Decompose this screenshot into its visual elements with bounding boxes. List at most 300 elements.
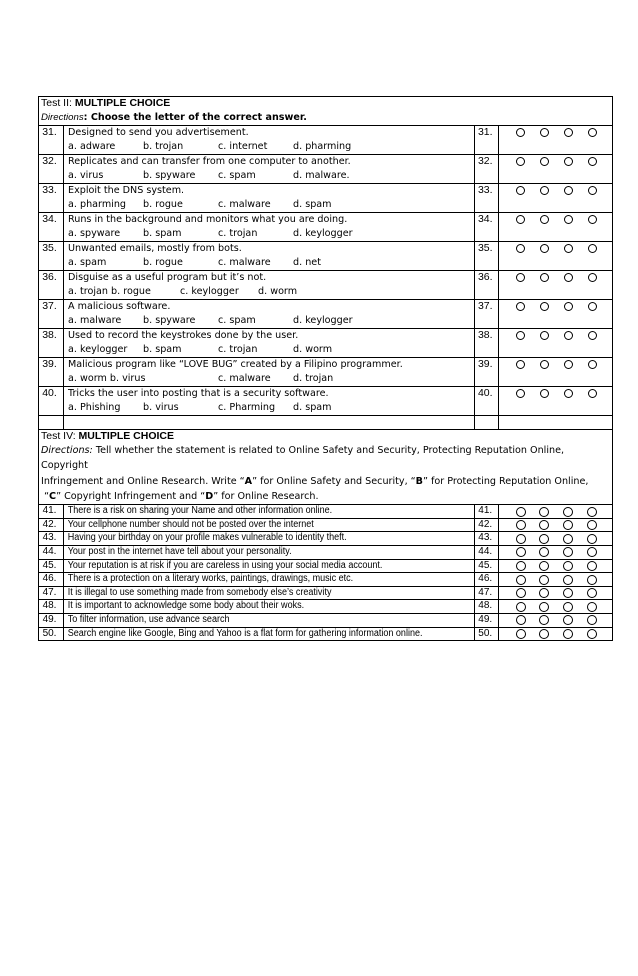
answer-number: 37. <box>477 300 493 312</box>
statement-number-cell <box>39 532 64 546</box>
answer-sheet <box>38 96 613 641</box>
answer-bubbles <box>499 614 612 626</box>
question-options <box>64 343 474 357</box>
question-number-cell <box>39 126 64 155</box>
question-cell <box>64 184 475 213</box>
answer-bubbles <box>499 126 612 137</box>
statement-cell <box>64 573 475 587</box>
statement-row <box>39 518 613 532</box>
answer-number-cell <box>474 518 498 532</box>
answer-bubble[interactable] <box>540 331 549 340</box>
empty-cell <box>64 416 475 430</box>
answer-number-cell <box>474 586 498 600</box>
question-options <box>64 198 474 212</box>
question-text: Tricks the user into posting that is a security software. <box>68 388 329 399</box>
statement-number: 46. <box>42 573 57 585</box>
statement-row <box>39 613 613 627</box>
answer-bubble[interactable] <box>516 615 526 625</box>
answer-bubble[interactable] <box>564 186 573 195</box>
question-text: A malicious software. <box>68 301 171 312</box>
statement-text: Your post in the internet have tell about your personality. <box>67 545 292 557</box>
answer-bubble[interactable] <box>564 389 573 398</box>
answer-bubble[interactable] <box>564 302 573 311</box>
answer-bubbles <box>499 546 612 558</box>
answer-number: 45. <box>478 559 493 571</box>
answer-bubble[interactable] <box>588 302 597 311</box>
question-cell <box>64 126 475 155</box>
answer-bubble[interactable] <box>588 215 597 224</box>
letter-d: D <box>205 490 214 502</box>
question-number: 39. <box>42 358 57 370</box>
letter-b: B <box>415 475 423 487</box>
question-number-cell <box>39 329 64 358</box>
answer-bubble[interactable] <box>563 615 573 625</box>
question-options <box>64 256 474 270</box>
answer-bubble[interactable] <box>540 302 549 311</box>
answer-bubbles <box>499 213 612 224</box>
statement-number-cell <box>39 559 64 573</box>
answer-bubble[interactable] <box>563 575 573 585</box>
answer-number-cell <box>474 242 498 271</box>
question-number: 40. <box>42 387 57 399</box>
statement-number-cell <box>39 586 64 600</box>
answer-number: 50. <box>478 627 493 639</box>
answer-bubbles-cell <box>498 126 612 155</box>
answer-number-cell <box>474 329 498 358</box>
answer-bubble[interactable] <box>587 602 597 612</box>
answer-bubble[interactable] <box>539 534 549 544</box>
option-label: d. trojan <box>293 373 334 384</box>
answer-bubble[interactable] <box>588 128 597 137</box>
answer-bubble[interactable] <box>563 534 573 544</box>
option-label: c. malware <box>218 257 271 268</box>
answer-number-cell <box>474 505 498 519</box>
answer-bubble[interactable] <box>540 157 549 166</box>
option-label: a. pharming <box>68 199 127 210</box>
answer-number-cell <box>474 387 498 416</box>
answer-bubble[interactable] <box>516 588 526 598</box>
question-row <box>39 184 613 213</box>
answer-number: 35. <box>477 242 493 254</box>
answer-bubble[interactable] <box>516 389 525 398</box>
question-row <box>39 387 613 416</box>
answer-bubble[interactable] <box>516 520 526 530</box>
answer-bubble[interactable] <box>539 615 549 625</box>
question-number-cell <box>39 387 64 416</box>
question-options <box>64 227 474 241</box>
statement-row <box>39 545 613 559</box>
directions-line-3a: “ <box>44 490 50 502</box>
question-number: 32. <box>42 155 57 167</box>
question-number: 38. <box>42 329 57 341</box>
answer-bubble[interactable] <box>540 360 549 369</box>
letter-c: C <box>49 490 57 502</box>
answer-bubble[interactable] <box>516 302 525 311</box>
answer-bubble[interactable] <box>587 534 597 544</box>
question-options <box>64 140 474 154</box>
answer-bubble[interactable] <box>587 547 597 557</box>
statement-number: 43. <box>42 532 57 544</box>
question-text: Exploit the DNS system. <box>68 185 185 196</box>
answer-bubbles <box>499 628 612 640</box>
answer-bubble[interactable] <box>539 629 549 639</box>
answer-bubble[interactable] <box>539 507 549 517</box>
answer-number: 31. <box>477 126 493 138</box>
answer-bubbles <box>499 532 612 544</box>
option-label: a. Phishing <box>68 402 121 413</box>
statement-row <box>39 627 613 641</box>
question-number-cell <box>39 155 64 184</box>
answer-bubble[interactable] <box>588 360 597 369</box>
answer-bubble[interactable] <box>516 244 525 253</box>
test2-title-bold: MULTIPLE CHOICE <box>74 97 171 109</box>
answer-bubble[interactable] <box>588 331 597 340</box>
answer-bubble[interactable] <box>564 244 573 253</box>
answer-bubble[interactable] <box>516 186 525 195</box>
answer-bubbles-cell <box>498 387 612 416</box>
statement-text: There is a protection on a literary works, paintings, drawings, music etc. <box>67 573 354 585</box>
answer-bubble[interactable] <box>516 215 525 224</box>
answer-bubbles <box>499 573 612 585</box>
answer-bubble[interactable] <box>516 331 525 340</box>
answer-bubble[interactable] <box>516 575 526 585</box>
question-number: 37. <box>42 300 57 312</box>
question-number-cell <box>39 184 64 213</box>
answer-bubbles <box>499 587 612 599</box>
answer-number: 40. <box>477 387 493 399</box>
option-label: c. internet <box>218 141 268 152</box>
answer-bubble[interactable] <box>588 273 597 282</box>
answer-bubble[interactable] <box>588 389 597 398</box>
statement-cell <box>64 613 475 627</box>
question-options <box>64 285 474 299</box>
answer-bubble[interactable] <box>564 360 573 369</box>
answer-bubble[interactable] <box>516 547 526 557</box>
answer-bubbles <box>499 600 612 612</box>
answer-number-cell <box>474 126 498 155</box>
option-label: a. spam <box>68 257 107 268</box>
answer-number-cell <box>474 184 498 213</box>
answer-bubble[interactable] <box>516 602 526 612</box>
answer-number: 33. <box>477 184 493 196</box>
statement-cell <box>64 600 475 614</box>
statement-row <box>39 586 613 600</box>
answer-bubble[interactable] <box>563 561 573 571</box>
answer-bubble[interactable] <box>539 547 549 557</box>
answer-bubble[interactable] <box>516 534 526 544</box>
question-number-cell <box>39 300 64 329</box>
statement-cell <box>64 532 475 546</box>
question-cell <box>64 155 475 184</box>
option-label: c. keylogger <box>180 286 239 297</box>
answer-bubbles-cell <box>498 532 612 546</box>
question-number: 34. <box>42 213 57 225</box>
question-cell <box>64 213 475 242</box>
answer-bubble[interactable] <box>587 629 597 639</box>
option-label: a. virus <box>68 170 104 181</box>
statement-number: 41. <box>42 505 57 517</box>
statement-cell <box>64 559 475 573</box>
answer-bubble[interactable] <box>564 331 573 340</box>
option-label: d. worm <box>258 286 298 297</box>
statement-cell <box>64 586 475 600</box>
answer-number-cell <box>474 559 498 573</box>
option-label: c. spam <box>218 170 256 181</box>
directions-line-2a: Infringement and Online Research. Write “ <box>41 475 245 487</box>
statement-number-cell <box>39 518 64 532</box>
test2-header-row <box>39 97 613 126</box>
answer-bubble[interactable] <box>563 602 573 612</box>
test2-directions-label: Directions <box>41 112 84 123</box>
statement-text: It is important to acknowledge some body about their woks. <box>67 600 305 612</box>
answer-bubbles-cell <box>498 545 612 559</box>
answer-bubbles <box>499 505 612 517</box>
option-label: b. spam <box>143 344 182 355</box>
test4-directions-label: Directions: <box>41 445 93 456</box>
question-number: 36. <box>42 271 57 283</box>
option-label: a. trojan b. rogue <box>68 286 151 297</box>
test4-header-row <box>39 430 613 505</box>
question-number: 31. <box>42 126 57 138</box>
test2-directions-text: : Choose the letter of the correct answer. <box>83 112 307 123</box>
statement-row <box>39 600 613 614</box>
answer-bubble[interactable] <box>516 157 525 166</box>
question-number: 35. <box>42 242 57 254</box>
answer-bubbles-cell <box>498 559 612 573</box>
answer-bubble[interactable] <box>539 602 549 612</box>
answer-number: 36. <box>477 271 493 283</box>
option-label: d. pharming <box>293 141 352 152</box>
question-row <box>39 271 613 300</box>
answer-bubble[interactable] <box>516 507 526 517</box>
statement-row <box>39 532 613 546</box>
question-cell <box>64 329 475 358</box>
option-label: c. trojan <box>218 344 258 355</box>
answer-bubble[interactable] <box>516 561 526 571</box>
statement-number-cell <box>39 545 64 559</box>
statement-text: Search engine like Google, Bing and Yahoo is a flat form for gathering information online. <box>67 627 423 639</box>
answer-bubbles <box>499 387 612 398</box>
question-row <box>39 213 613 242</box>
statement-row <box>39 573 613 587</box>
option-label: d. keylogger <box>293 315 353 326</box>
option-label: d. keylogger <box>293 228 353 239</box>
directions-line-2c: ” for Protecting Reputation Online, <box>422 475 589 487</box>
answer-number: 47. <box>478 586 493 598</box>
answer-bubbles-cell <box>498 155 612 184</box>
empty-row <box>39 416 613 430</box>
question-text: Disguise as a useful program but it’s not. <box>68 272 267 283</box>
answer-bubble[interactable] <box>587 507 597 517</box>
answer-bubble[interactable] <box>516 128 525 137</box>
answer-number: 48. <box>478 600 493 612</box>
question-options <box>64 169 474 183</box>
answer-bubble[interactable] <box>539 575 549 585</box>
question-row <box>39 155 613 184</box>
question-cell <box>64 271 475 300</box>
answer-bubbles-cell <box>498 213 612 242</box>
answer-number: 34. <box>477 213 493 225</box>
answer-bubbles-cell <box>498 358 612 387</box>
answer-bubbles-cell <box>498 613 612 627</box>
answer-bubbles-cell <box>498 586 612 600</box>
answer-number-cell <box>474 532 498 546</box>
answer-bubbles-cell <box>498 627 612 641</box>
answer-number: 46. <box>478 573 493 585</box>
option-label: c. trojan <box>218 228 258 239</box>
option-label: b. rogue <box>143 257 183 268</box>
answer-bubble[interactable] <box>516 273 525 282</box>
directions-line-2b: ” for Online Safety and Security, “ <box>252 475 416 487</box>
option-label: b. spyware <box>143 170 196 181</box>
answer-bubble[interactable] <box>516 360 525 369</box>
question-row <box>39 126 613 155</box>
answer-bubble[interactable] <box>540 244 549 253</box>
statement-text: Your cellphone number should not be posted over the internet <box>67 518 314 530</box>
answer-bubbles-cell <box>498 505 612 519</box>
test4-title <box>39 430 612 443</box>
option-label: d. net <box>293 257 321 268</box>
answer-bubbles-cell <box>498 329 612 358</box>
test4-title-prefix: Test IV: <box>41 430 79 442</box>
statement-cell <box>64 627 475 641</box>
answer-bubble[interactable] <box>587 561 597 571</box>
answer-bubble[interactable] <box>563 588 573 598</box>
statement-cell <box>64 505 475 519</box>
answer-bubble[interactable] <box>563 547 573 557</box>
answer-bubble[interactable] <box>564 273 573 282</box>
answer-bubble[interactable] <box>563 507 573 517</box>
answer-bubbles <box>499 242 612 253</box>
answer-bubbles-cell <box>498 242 612 271</box>
answer-bubble[interactable] <box>588 157 597 166</box>
question-options <box>64 372 474 386</box>
answer-bubbles <box>499 271 612 282</box>
statement-text: To filter information, use advance search <box>67 613 230 625</box>
answer-bubble[interactable] <box>588 244 597 253</box>
empty-cell <box>498 416 612 430</box>
statement-row <box>39 505 613 519</box>
question-row <box>39 358 613 387</box>
statement-number: 49. <box>42 613 57 625</box>
answer-number-cell <box>474 627 498 641</box>
answer-bubble[interactable] <box>587 588 597 598</box>
test4-directions <box>39 443 612 504</box>
statement-cell <box>64 518 475 532</box>
answer-number-cell <box>474 358 498 387</box>
answer-number-cell <box>474 155 498 184</box>
statement-number-cell <box>39 600 64 614</box>
option-label: b. trojan <box>143 141 184 152</box>
answer-bubble[interactable] <box>539 520 549 530</box>
option-label: c. malware <box>218 373 271 384</box>
answer-bubble[interactable] <box>564 128 573 137</box>
answer-bubbles-cell <box>498 600 612 614</box>
answer-bubble[interactable] <box>587 615 597 625</box>
answer-bubble[interactable] <box>540 215 549 224</box>
answer-bubble[interactable] <box>539 561 549 571</box>
answer-bubbles <box>499 155 612 166</box>
answer-bubbles <box>499 300 612 311</box>
answer-bubble[interactable] <box>540 389 549 398</box>
option-label: d. worm <box>293 344 333 355</box>
answer-bubble[interactable] <box>516 629 526 639</box>
answer-number: 41. <box>478 505 493 517</box>
answer-bubble[interactable] <box>540 186 549 195</box>
statement-cell <box>64 545 475 559</box>
question-text: Runs in the background and monitors what you are doing. <box>68 214 348 225</box>
answer-bubble[interactable] <box>540 273 549 282</box>
answer-bubble[interactable] <box>540 128 549 137</box>
option-label: a. spyware <box>68 228 121 239</box>
answer-bubbles <box>499 519 612 531</box>
test4-title-bold: MULTIPLE CHOICE <box>78 430 175 442</box>
statement-number-cell <box>39 505 64 519</box>
answer-bubbles-cell <box>498 518 612 532</box>
question-text: Replicates and can transfer from one computer to another. <box>68 156 351 167</box>
answer-bubbles <box>499 184 612 195</box>
answer-number: 39. <box>477 358 493 370</box>
answer-bubble[interactable] <box>564 157 573 166</box>
statement-number-cell <box>39 613 64 627</box>
question-number: 33. <box>42 184 57 196</box>
option-label: a. keylogger <box>68 344 128 355</box>
answer-bubbles-cell <box>498 184 612 213</box>
answer-bubble[interactable] <box>564 215 573 224</box>
answer-number-cell <box>474 271 498 300</box>
option-label: a. worm b. virus <box>68 373 146 384</box>
question-text: Used to record the keystrokes done by the user. <box>68 330 299 341</box>
answer-bubble[interactable] <box>539 588 549 598</box>
question-number-cell <box>39 213 64 242</box>
test-table <box>38 96 613 641</box>
answer-number: 42. <box>478 518 493 530</box>
directions-line-3c: ” for Online Research. <box>213 490 319 502</box>
letter-a: A <box>244 475 253 487</box>
statement-number: 44. <box>42 545 57 557</box>
answer-bubbles <box>499 358 612 369</box>
statement-text: Having your birthday on your profile makes vulnerable to identity theft. <box>67 532 347 544</box>
statement-text: Your reputation is at risk if you are careless in using your social media account. <box>67 559 383 571</box>
directions-line-1: Tell whether the statement is related to Online Safety and Security, Protecting Reputation Online, Copyright <box>41 445 565 472</box>
answer-bubbles-cell <box>498 573 612 587</box>
answer-bubbles <box>499 560 612 572</box>
test4-header-cell <box>39 430 613 505</box>
answer-bubble[interactable] <box>587 575 597 585</box>
question-number-cell <box>39 242 64 271</box>
answer-number: 38. <box>477 329 493 341</box>
statement-row <box>39 559 613 573</box>
answer-number-cell <box>474 213 498 242</box>
option-label: a. adware <box>68 141 116 152</box>
answer-bubble[interactable] <box>587 520 597 530</box>
option-label: a. malware <box>68 315 122 326</box>
answer-bubble[interactable] <box>563 520 573 530</box>
question-cell <box>64 242 475 271</box>
answer-bubble[interactable] <box>563 629 573 639</box>
test2-title <box>39 97 612 110</box>
statement-number-cell <box>39 573 64 587</box>
question-cell <box>64 387 475 416</box>
option-label: b. virus <box>143 402 179 413</box>
statement-number-cell <box>39 627 64 641</box>
answer-bubble[interactable] <box>588 186 597 195</box>
question-row <box>39 300 613 329</box>
question-cell <box>64 358 475 387</box>
statement-number: 48. <box>42 600 57 612</box>
answer-number-cell <box>474 545 498 559</box>
question-options <box>64 401 474 415</box>
